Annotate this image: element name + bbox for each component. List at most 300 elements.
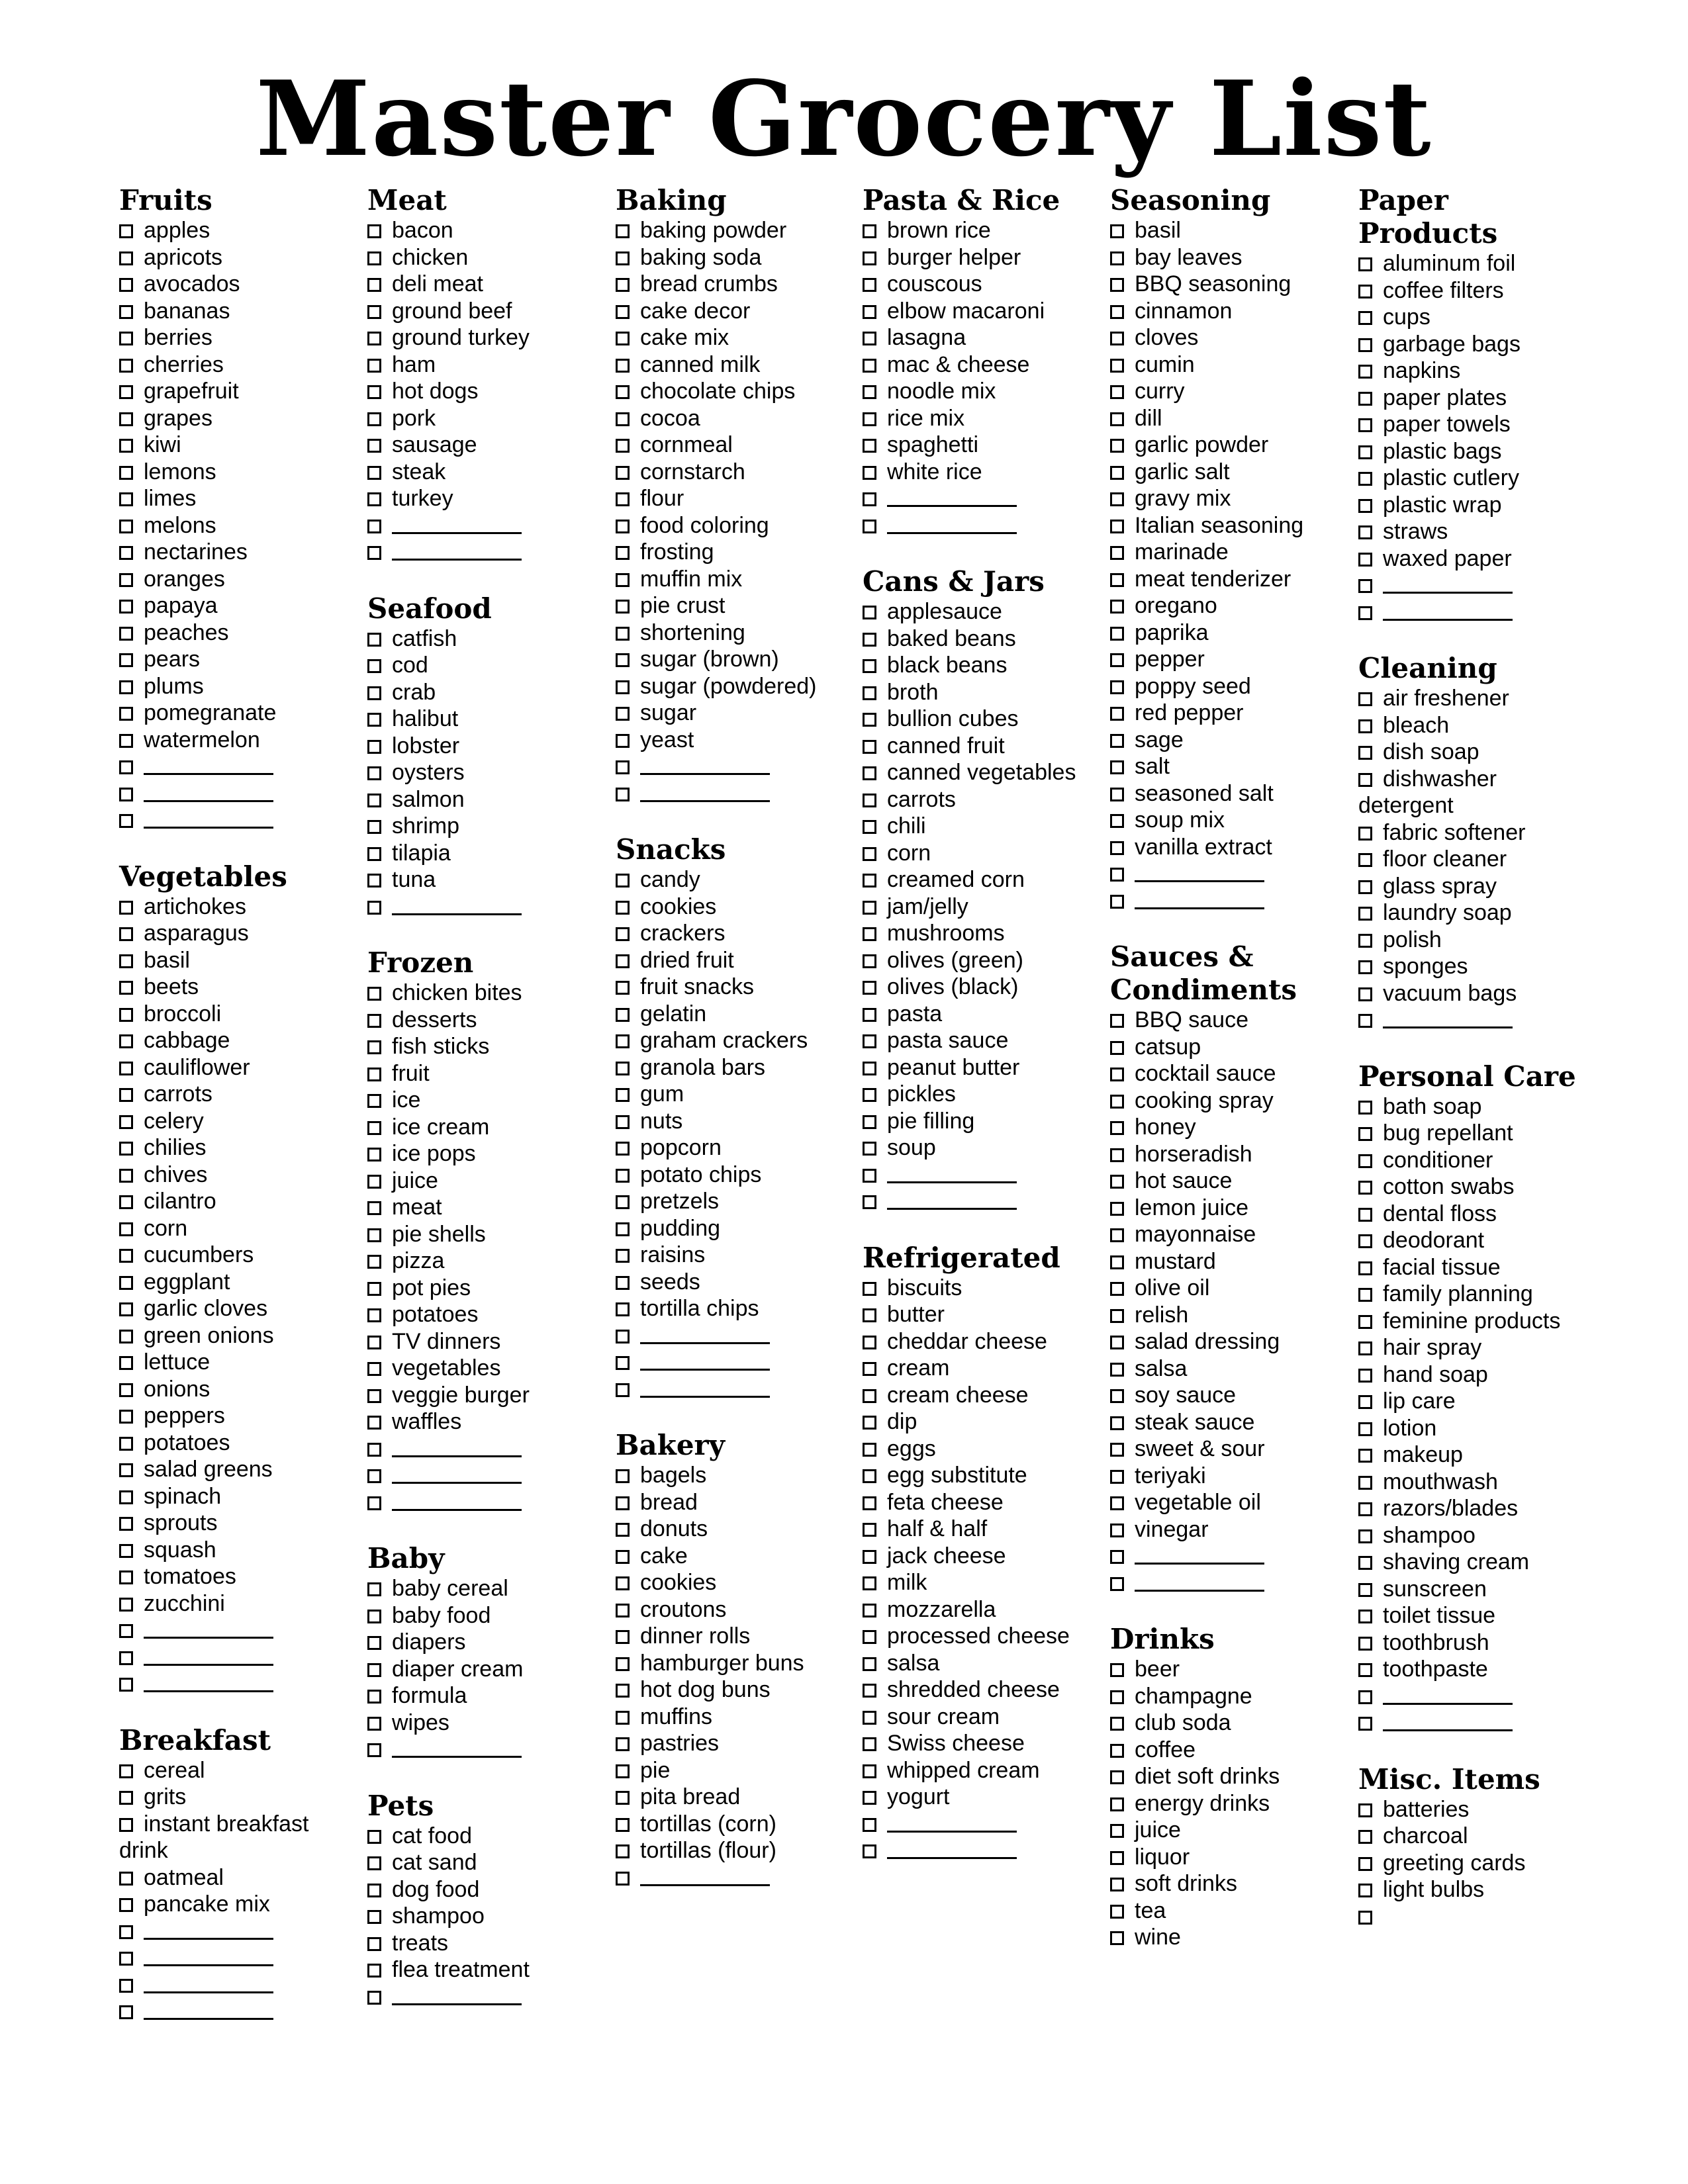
checkbox[interactable] xyxy=(119,1598,133,1612)
checkbox[interactable] xyxy=(1110,1824,1124,1838)
checkbox[interactable] xyxy=(616,305,630,319)
checkbox[interactable] xyxy=(119,760,133,774)
checkbox[interactable] xyxy=(119,1115,133,1129)
checkbox[interactable] xyxy=(863,224,876,238)
checkbox[interactable] xyxy=(616,251,630,265)
checkbox[interactable] xyxy=(367,1228,381,1242)
checkbox[interactable] xyxy=(367,766,381,780)
checkbox[interactable] xyxy=(119,1624,133,1638)
checkbox[interactable] xyxy=(367,633,381,647)
checkbox[interactable] xyxy=(1358,499,1372,513)
checkbox[interactable] xyxy=(863,1088,876,1102)
checkbox[interactable] xyxy=(616,1249,630,1263)
checkbox[interactable] xyxy=(863,466,876,480)
checkbox[interactable] xyxy=(1358,285,1372,298)
checkbox[interactable] xyxy=(119,1952,133,1966)
checkbox[interactable] xyxy=(367,1582,381,1596)
checkbox[interactable] xyxy=(863,1684,876,1698)
checkbox[interactable] xyxy=(1110,492,1124,506)
checkbox[interactable] xyxy=(1110,1797,1124,1811)
checkbox[interactable] xyxy=(119,1517,133,1531)
checkbox[interactable] xyxy=(863,927,876,941)
checkbox[interactable] xyxy=(119,901,133,915)
checkbox[interactable] xyxy=(119,1979,133,1993)
checkbox[interactable] xyxy=(1358,1127,1372,1141)
checkbox[interactable] xyxy=(616,981,630,995)
checkbox[interactable] xyxy=(1110,868,1124,882)
checkbox[interactable] xyxy=(119,466,133,480)
checkbox[interactable] xyxy=(1110,707,1124,721)
checkbox[interactable] xyxy=(863,1062,876,1075)
checkbox[interactable] xyxy=(616,359,630,373)
blank-entry-line[interactable] xyxy=(1383,1703,1513,1705)
checkbox[interactable] xyxy=(616,224,630,238)
checkbox[interactable] xyxy=(1358,472,1372,486)
checkbox[interactable] xyxy=(367,1663,381,1677)
checkbox[interactable] xyxy=(1358,1101,1372,1115)
checkbox[interactable] xyxy=(616,1088,630,1102)
checkbox[interactable] xyxy=(119,439,133,453)
checkbox[interactable] xyxy=(616,412,630,426)
checkbox[interactable] xyxy=(119,1570,133,1584)
checkbox[interactable] xyxy=(367,874,381,887)
checkbox[interactable] xyxy=(119,1062,133,1075)
checkbox[interactable] xyxy=(616,1550,630,1564)
blank-entry-line[interactable] xyxy=(887,1831,1017,1833)
checkbox[interactable] xyxy=(1110,359,1124,373)
checkbox[interactable] xyxy=(616,1276,630,1290)
checkbox[interactable] xyxy=(1110,788,1124,801)
checkbox[interactable] xyxy=(1110,734,1124,748)
blank-entry-line[interactable] xyxy=(392,2003,522,2005)
checkbox[interactable] xyxy=(367,901,381,915)
checkbox[interactable] xyxy=(863,1443,876,1457)
checkbox[interactable] xyxy=(616,760,630,774)
checkbox[interactable] xyxy=(616,332,630,345)
checkbox[interactable] xyxy=(367,1856,381,1870)
checkbox[interactable] xyxy=(367,359,381,373)
checkbox[interactable] xyxy=(1358,1395,1372,1409)
checkbox[interactable] xyxy=(367,278,381,292)
checkbox[interactable] xyxy=(367,1308,381,1322)
checkbox[interactable] xyxy=(367,1040,381,1054)
checkbox[interactable] xyxy=(863,492,876,506)
checkbox[interactable] xyxy=(119,1490,133,1504)
checkbox[interactable] xyxy=(616,954,630,968)
checkbox[interactable] xyxy=(367,332,381,345)
checkbox[interactable] xyxy=(863,1389,876,1403)
checkbox[interactable] xyxy=(1110,1228,1124,1242)
checkbox[interactable] xyxy=(1110,546,1124,560)
blank-entry-line[interactable] xyxy=(144,1964,273,1966)
checkbox[interactable] xyxy=(367,1496,381,1510)
checkbox[interactable] xyxy=(863,981,876,995)
blank-entry-line[interactable] xyxy=(392,532,522,534)
checkbox[interactable] xyxy=(616,1169,630,1183)
checkbox[interactable] xyxy=(1110,680,1124,694)
checkbox[interactable] xyxy=(1358,692,1372,706)
checkbox[interactable] xyxy=(1358,606,1372,620)
checkbox[interactable] xyxy=(119,1302,133,1316)
checkbox[interactable] xyxy=(863,954,876,968)
checkbox[interactable] xyxy=(616,1872,630,1886)
checkbox[interactable] xyxy=(1358,579,1372,593)
checkbox[interactable] xyxy=(119,1651,133,1665)
checkbox[interactable] xyxy=(863,251,876,265)
checkbox[interactable] xyxy=(1110,600,1124,614)
checkbox[interactable] xyxy=(367,224,381,238)
blank-entry-line[interactable] xyxy=(887,532,1017,534)
checkbox[interactable] xyxy=(1358,960,1372,974)
checkbox[interactable] xyxy=(119,1169,133,1183)
checkbox[interactable] xyxy=(119,680,133,694)
blank-entry-line[interactable] xyxy=(144,1690,273,1692)
checkbox[interactable] xyxy=(1358,1610,1372,1623)
checkbox[interactable] xyxy=(1110,224,1124,238)
checkbox[interactable] xyxy=(1110,1690,1124,1704)
checkbox[interactable] xyxy=(367,820,381,834)
checkbox[interactable] xyxy=(616,466,630,480)
checkbox[interactable] xyxy=(1358,1502,1372,1516)
checkbox[interactable] xyxy=(1358,1369,1372,1383)
blank-entry-line[interactable] xyxy=(144,1991,273,1993)
checkbox[interactable] xyxy=(367,1416,381,1430)
blank-entry-line[interactable] xyxy=(1135,880,1264,882)
checkbox[interactable] xyxy=(119,600,133,614)
checkbox[interactable] xyxy=(616,901,630,915)
checkbox[interactable] xyxy=(616,600,630,614)
blank-entry-line[interactable] xyxy=(1135,907,1264,909)
checkbox[interactable] xyxy=(119,1463,133,1477)
checkbox[interactable] xyxy=(1358,525,1372,539)
checkbox[interactable] xyxy=(119,305,133,319)
checkbox[interactable] xyxy=(616,1195,630,1209)
checkbox[interactable] xyxy=(616,1115,630,1129)
checkbox[interactable] xyxy=(1110,466,1124,480)
checkbox[interactable] xyxy=(1358,1315,1372,1329)
checkbox[interactable] xyxy=(616,1142,630,1156)
checkbox[interactable] xyxy=(1358,1529,1372,1543)
checkbox[interactable] xyxy=(616,520,630,533)
checkbox[interactable] xyxy=(863,1034,876,1048)
blank-entry-line[interactable] xyxy=(1383,619,1513,621)
checkbox[interactable] xyxy=(1110,1744,1124,1758)
blank-entry-line[interactable] xyxy=(640,773,770,775)
blank-entry-line[interactable] xyxy=(392,913,522,915)
checkbox[interactable] xyxy=(119,1898,133,1912)
checkbox[interactable] xyxy=(863,686,876,700)
checkbox[interactable] xyxy=(863,1737,876,1751)
checkbox[interactable] xyxy=(367,546,381,560)
checkbox[interactable] xyxy=(119,1330,133,1343)
checkbox[interactable] xyxy=(119,1544,133,1558)
checkbox[interactable] xyxy=(1358,553,1372,567)
checkbox[interactable] xyxy=(119,332,133,345)
checkbox[interactable] xyxy=(119,1383,133,1397)
checkbox[interactable] xyxy=(1358,827,1372,841)
checkbox[interactable] xyxy=(1358,365,1372,379)
checkbox[interactable] xyxy=(616,1791,630,1805)
checkbox[interactable] xyxy=(367,1937,381,1951)
checkbox[interactable] xyxy=(1110,1496,1124,1510)
checkbox[interactable] xyxy=(863,359,876,373)
checkbox[interactable] xyxy=(119,707,133,721)
checkbox[interactable] xyxy=(1358,1884,1372,1897)
checkbox[interactable] xyxy=(1358,1476,1372,1490)
checkbox[interactable] xyxy=(863,1115,876,1129)
checkbox[interactable] xyxy=(1110,1148,1124,1162)
checkbox[interactable] xyxy=(863,1169,876,1183)
blank-entry-line[interactable] xyxy=(144,2018,273,2020)
checkbox[interactable] xyxy=(367,1991,381,2005)
checkbox[interactable] xyxy=(863,740,876,754)
checkbox[interactable] xyxy=(1110,1121,1124,1135)
checkbox[interactable] xyxy=(1358,445,1372,459)
checkbox[interactable] xyxy=(1358,1342,1372,1355)
checkbox[interactable] xyxy=(367,1389,381,1403)
checkbox[interactable] xyxy=(1358,773,1372,787)
checkbox[interactable] xyxy=(863,766,876,780)
checkbox[interactable] xyxy=(616,1684,630,1698)
checkbox[interactable] xyxy=(1110,627,1124,641)
checkbox[interactable] xyxy=(1358,880,1372,894)
checkbox[interactable] xyxy=(616,1630,630,1644)
checkbox[interactable] xyxy=(863,713,876,727)
checkbox[interactable] xyxy=(119,1818,133,1832)
checkbox[interactable] xyxy=(616,1008,630,1022)
checkbox[interactable] xyxy=(863,1818,876,1832)
checkbox[interactable] xyxy=(367,1690,381,1704)
checkbox[interactable] xyxy=(1358,1556,1372,1570)
checkbox[interactable] xyxy=(863,1630,876,1644)
checkbox[interactable] xyxy=(616,1062,630,1075)
checkbox[interactable] xyxy=(863,1308,876,1322)
checkbox[interactable] xyxy=(1358,418,1372,432)
checkbox[interactable] xyxy=(367,1610,381,1623)
checkbox[interactable] xyxy=(367,659,381,673)
checkbox[interactable] xyxy=(863,1496,876,1510)
checkbox[interactable] xyxy=(1110,573,1124,587)
checkbox[interactable] xyxy=(1110,1931,1124,1945)
checkbox[interactable] xyxy=(119,1356,133,1370)
checkbox[interactable] xyxy=(863,1469,876,1483)
blank-entry-line[interactable] xyxy=(640,1342,770,1344)
checkbox[interactable] xyxy=(863,1195,876,1209)
blank-entry-line[interactable] xyxy=(144,1637,273,1639)
checkbox[interactable] xyxy=(1358,907,1372,921)
checkbox[interactable] xyxy=(367,439,381,453)
checkbox[interactable] xyxy=(367,1443,381,1457)
checkbox[interactable] xyxy=(119,1764,133,1778)
blank-entry-line[interactable] xyxy=(1135,1590,1264,1592)
checkbox[interactable] xyxy=(119,981,133,995)
checkbox[interactable] xyxy=(119,1872,133,1886)
checkbox[interactable] xyxy=(616,1576,630,1590)
checkbox[interactable] xyxy=(367,492,381,506)
checkbox[interactable] xyxy=(1358,1449,1372,1463)
checkbox[interactable] xyxy=(119,492,133,506)
blank-entry-line[interactable] xyxy=(144,827,273,829)
blank-entry-line[interactable] xyxy=(144,773,273,775)
checkbox[interactable] xyxy=(616,1604,630,1617)
checkbox[interactable] xyxy=(367,1014,381,1028)
checkbox[interactable] xyxy=(119,385,133,399)
checkbox[interactable] xyxy=(367,1201,381,1215)
checkbox[interactable] xyxy=(616,1383,630,1397)
checkbox[interactable] xyxy=(367,1830,381,1844)
checkbox[interactable] xyxy=(1110,1717,1124,1731)
checkbox[interactable] xyxy=(367,740,381,754)
checkbox[interactable] xyxy=(863,439,876,453)
checkbox[interactable] xyxy=(367,1910,381,1924)
checkbox[interactable] xyxy=(1358,853,1372,867)
checkbox[interactable] xyxy=(367,794,381,807)
checkbox[interactable] xyxy=(119,224,133,238)
checkbox[interactable] xyxy=(1358,987,1372,1001)
checkbox[interactable] xyxy=(616,1469,630,1483)
checkbox[interactable] xyxy=(863,332,876,345)
checkbox[interactable] xyxy=(1110,1470,1124,1484)
checkbox[interactable] xyxy=(367,305,381,319)
checkbox[interactable] xyxy=(119,788,133,801)
checkbox[interactable] xyxy=(119,927,133,941)
checkbox[interactable] xyxy=(1110,1524,1124,1537)
checkbox[interactable] xyxy=(616,1330,630,1343)
checkbox[interactable] xyxy=(119,814,133,828)
checkbox[interactable] xyxy=(119,1195,133,1209)
checkbox[interactable] xyxy=(616,546,630,560)
checkbox[interactable] xyxy=(863,1791,876,1805)
checkbox[interactable] xyxy=(367,1717,381,1731)
checkbox[interactable] xyxy=(1110,1309,1124,1323)
checkbox[interactable] xyxy=(1110,385,1124,399)
checkbox[interactable] xyxy=(616,1356,630,1370)
checkbox[interactable] xyxy=(616,788,630,801)
checkbox[interactable] xyxy=(1110,1770,1124,1784)
checkbox[interactable] xyxy=(863,606,876,619)
checkbox[interactable] xyxy=(1110,1041,1124,1055)
checkbox[interactable] xyxy=(367,466,381,480)
checkbox[interactable] xyxy=(863,1282,876,1296)
checkbox[interactable] xyxy=(367,251,381,265)
checkbox[interactable] xyxy=(863,1550,876,1564)
checkbox[interactable] xyxy=(863,1142,876,1156)
checkbox[interactable] xyxy=(863,794,876,807)
checkbox[interactable] xyxy=(119,1276,133,1290)
checkbox[interactable] xyxy=(1110,278,1124,292)
checkbox[interactable] xyxy=(119,520,133,533)
checkbox[interactable] xyxy=(1110,1202,1124,1216)
checkbox[interactable] xyxy=(119,1925,133,1939)
checkbox[interactable] xyxy=(1110,1663,1124,1677)
checkbox[interactable] xyxy=(119,734,133,748)
checkbox[interactable] xyxy=(1110,439,1124,453)
checkbox[interactable] xyxy=(367,520,381,533)
checkbox[interactable] xyxy=(1358,1911,1372,1925)
blank-entry-line[interactable] xyxy=(392,1455,522,1457)
checkbox[interactable] xyxy=(119,2005,133,2019)
checkbox[interactable] xyxy=(119,278,133,292)
checkbox[interactable] xyxy=(863,1604,876,1617)
checkbox[interactable] xyxy=(616,1711,630,1725)
checkbox[interactable] xyxy=(1110,1416,1124,1430)
checkbox[interactable] xyxy=(863,412,876,426)
checkbox[interactable] xyxy=(367,1282,381,1296)
checkbox[interactable] xyxy=(1110,653,1124,667)
checkbox[interactable] xyxy=(367,1884,381,1897)
checkbox[interactable] xyxy=(1358,719,1372,733)
blank-entry-line[interactable] xyxy=(1383,1026,1513,1028)
blank-entry-line[interactable] xyxy=(392,1756,522,1758)
checkbox[interactable] xyxy=(119,1142,133,1156)
checkbox[interactable] xyxy=(1358,257,1372,271)
checkbox[interactable] xyxy=(1110,1443,1124,1457)
checkbox[interactable] xyxy=(367,1255,381,1269)
checkbox[interactable] xyxy=(1110,1095,1124,1109)
checkbox[interactable] xyxy=(1358,934,1372,948)
checkbox[interactable] xyxy=(863,874,876,887)
blank-entry-line[interactable] xyxy=(887,1857,1017,1859)
checkbox[interactable] xyxy=(1358,1261,1372,1275)
checkbox[interactable] xyxy=(616,680,630,694)
checkbox[interactable] xyxy=(367,1175,381,1189)
checkbox[interactable] xyxy=(863,820,876,834)
checkbox[interactable] xyxy=(1358,1154,1372,1168)
checkbox[interactable] xyxy=(1110,1363,1124,1377)
checkbox[interactable] xyxy=(1110,841,1124,855)
checkbox[interactable] xyxy=(1358,1422,1372,1436)
checkbox[interactable] xyxy=(119,627,133,641)
checkbox[interactable] xyxy=(1110,814,1124,828)
checkbox[interactable] xyxy=(1358,1690,1372,1704)
blank-entry-line[interactable] xyxy=(1383,1729,1513,1731)
checkbox[interactable] xyxy=(616,874,630,887)
checkbox[interactable] xyxy=(616,278,630,292)
checkbox[interactable] xyxy=(119,1249,133,1263)
blank-entry-line[interactable] xyxy=(640,1369,770,1371)
checkbox[interactable] xyxy=(1110,1175,1124,1189)
checkbox[interactable] xyxy=(119,573,133,587)
checkbox[interactable] xyxy=(863,1416,876,1430)
checkbox[interactable] xyxy=(863,1576,876,1590)
checkbox[interactable] xyxy=(1110,1550,1124,1564)
checkbox[interactable] xyxy=(1110,895,1124,909)
checkbox[interactable] xyxy=(616,385,630,399)
checkbox[interactable] xyxy=(1358,338,1372,352)
blank-entry-line[interactable] xyxy=(1135,1563,1264,1565)
checkbox[interactable] xyxy=(119,1678,133,1692)
checkbox[interactable] xyxy=(119,1034,133,1048)
checkbox[interactable] xyxy=(367,1964,381,1978)
checkbox[interactable] xyxy=(367,1121,381,1135)
checkbox[interactable] xyxy=(1358,392,1372,406)
checkbox[interactable] xyxy=(1110,1851,1124,1865)
checkbox[interactable] xyxy=(863,385,876,399)
checkbox[interactable] xyxy=(1358,1208,1372,1222)
checkbox[interactable] xyxy=(1358,1181,1372,1195)
checkbox[interactable] xyxy=(367,1148,381,1161)
checkbox[interactable] xyxy=(863,305,876,319)
checkbox[interactable] xyxy=(1110,520,1124,533)
checkbox[interactable] xyxy=(367,412,381,426)
blank-entry-line[interactable] xyxy=(144,1664,273,1666)
checkbox[interactable] xyxy=(863,1008,876,1022)
checkbox[interactable] xyxy=(1110,1878,1124,1891)
checkbox[interactable] xyxy=(367,1068,381,1081)
checkbox[interactable] xyxy=(1110,332,1124,345)
checkbox[interactable] xyxy=(1110,1255,1124,1269)
checkbox[interactable] xyxy=(616,734,630,748)
